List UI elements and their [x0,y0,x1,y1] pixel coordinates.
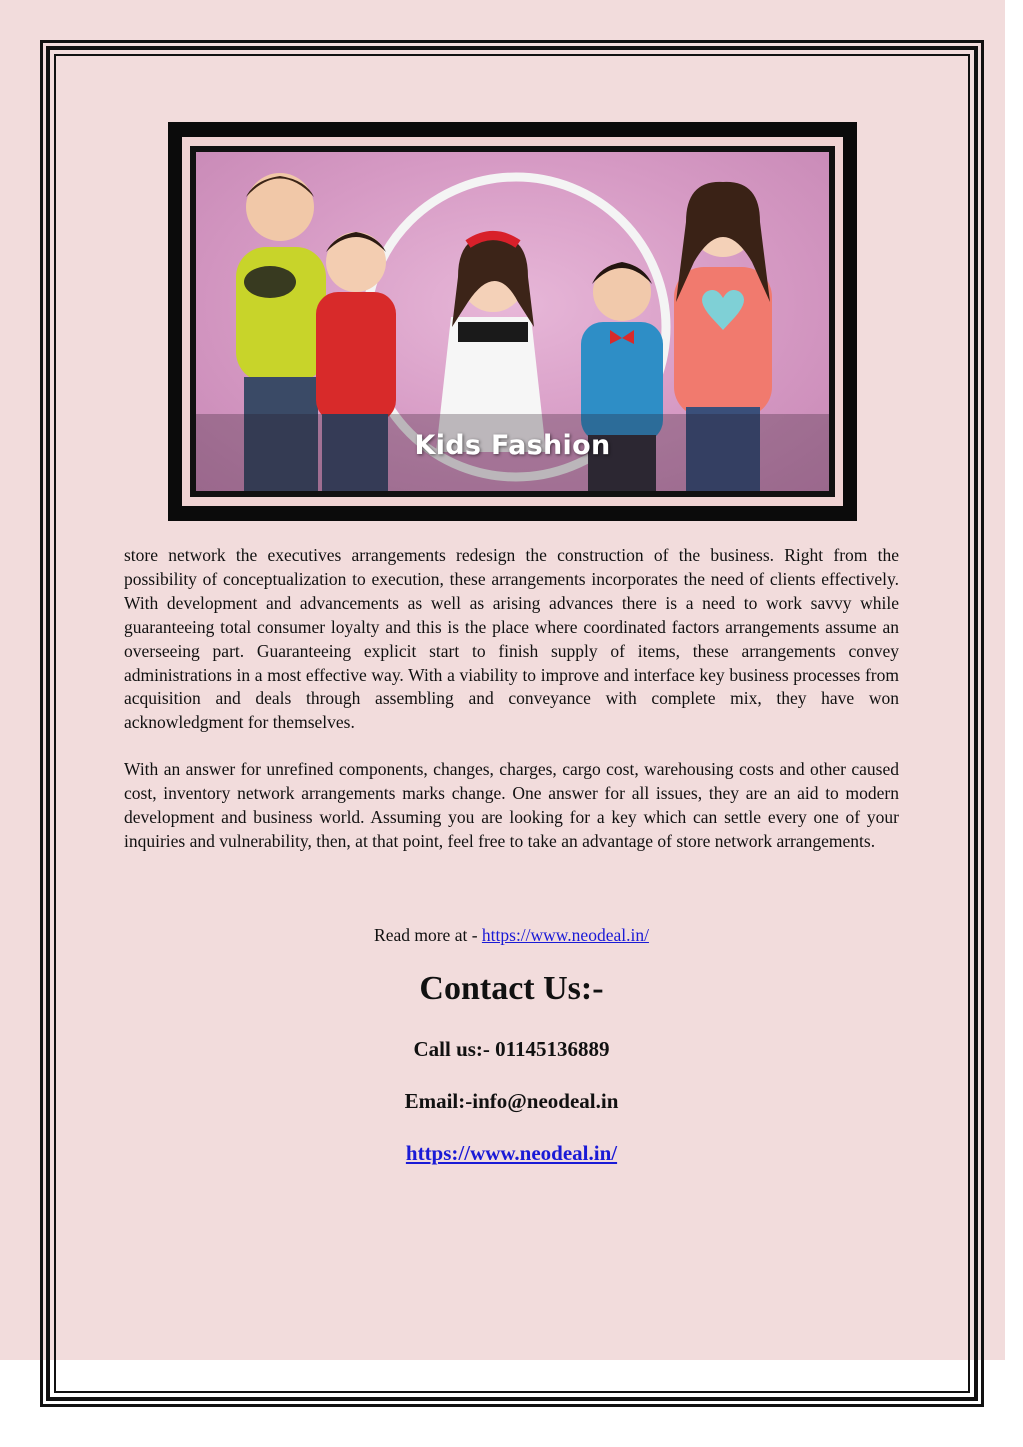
hero-caption: Kids Fashion [414,430,611,461]
hero-image-inner-border [190,146,835,497]
paragraph-1: store network the executives arrangements redesign the construction of the business. Right from the possibility of conceptualization to execution, these arrangements incorporates the need of clients effectively. With development and advancements as well as arising advances there is a need to work savvy while guaranteeing total consumer loyalty and this is the place where coordinated factors arrangements assume an overseeing part. Guaranteeing explicit start to finish supply of items, these arrangements convey administrations in a most effective way. With a viability to improve and interface key business processes from acquisition and deals through assembling and conveyance with complete mix, they have won acknowledgment for themselves. [124,545,899,733]
read-more-prefix: Read more at - [374,925,482,945]
hero-image-frame [168,122,857,521]
read-more-link[interactable]: https://www.neodeal.in/ [481,925,649,945]
kids-fashion-photo [196,152,829,491]
read-more-line [124,925,899,946]
website-line [124,1141,899,1166]
contact-heading: Contact Us:- [419,970,604,1007]
website-link[interactable]: https://www.neodeal.in/ [405,1141,618,1165]
article-body [124,544,899,877]
call-us-line: Call us:- 01145136889 [413,1037,610,1061]
hero-image-mat [182,137,843,506]
paragraph-2: With an answer for unrefined components, changes, charges, cargo cost, warehousing costs and other caused cost, inventory network arrangements marks change. One answer for all issues, they are an aid to modern development and business world. Assuming you are looking for a key which can settle every one of your inquiries and vulnerability, then, at that point, feel free to take an advantage of store network arrangements. [124,759,899,851]
email-line: Email:-info@neodeal.in [404,1089,619,1113]
